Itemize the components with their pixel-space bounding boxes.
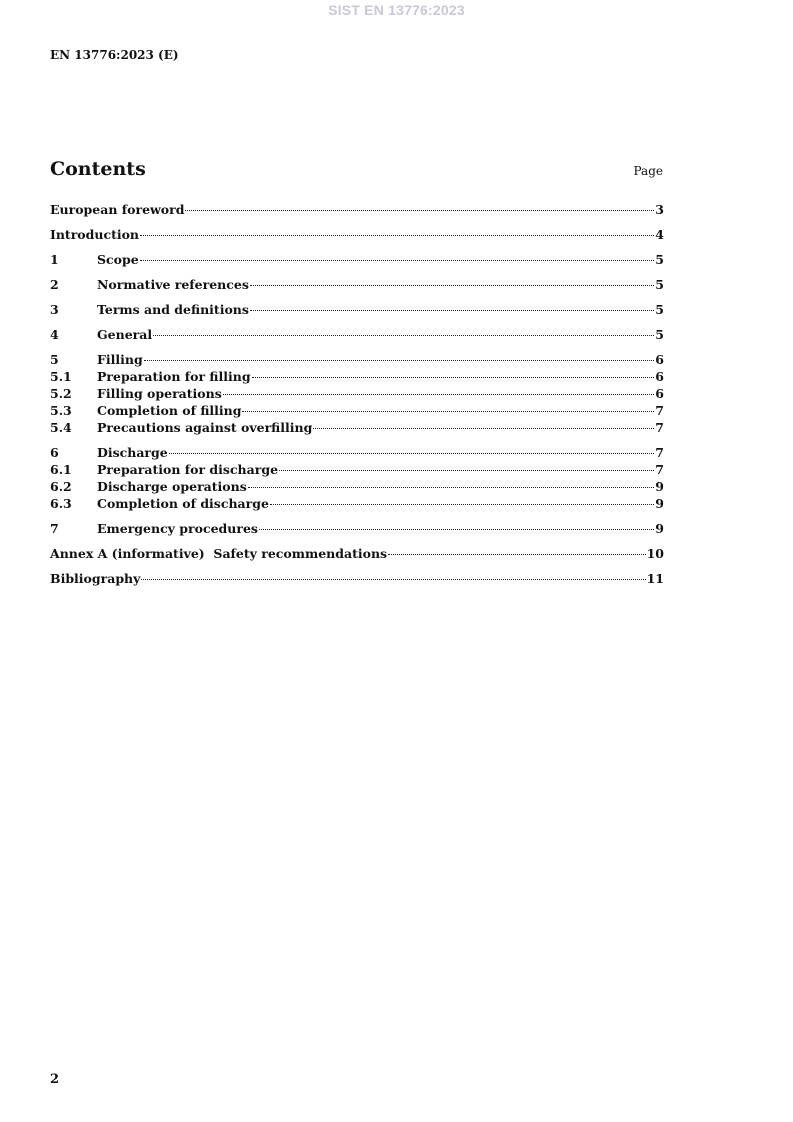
toc-entry-label: Completion of filling [97,403,242,418]
dot-leader [141,579,645,580]
toc-entry-number: 6 [50,445,59,460]
toc-entry-discharge-operations[interactable] [50,478,664,495]
toc-page-label: Page [633,164,663,178]
toc-entry-label: Completion of discharge [97,496,269,511]
dot-leader [388,554,646,555]
toc-entry-number: 6.3 [50,496,72,511]
toc-entry-label: Terms and definitions [97,302,249,317]
toc-entry-number: 5 [50,352,59,367]
toc-entry-number: 5.4 [50,420,72,435]
dot-leader [252,377,655,378]
toc-entry-page: 4 [655,227,664,242]
toc-entry-scope[interactable] [50,251,664,268]
dot-leader [250,285,654,286]
toc-entry-label: General [97,327,153,342]
toc-entry-completion-of-filling[interactable] [50,402,664,419]
toc-entry-label: European foreword [50,202,185,217]
toc-entry-page: 7 [655,445,664,460]
dot-leader [250,310,654,311]
toc-entry-preparation-for-filling[interactable] [50,368,664,385]
toc-entry-label: Scope [97,252,139,267]
toc-entry-introduction[interactable] [50,226,664,243]
dot-leader [279,470,654,471]
toc-entry-filling[interactable] [50,351,664,368]
dot-leader [140,260,655,261]
toc-entry-label: Bibliography [50,571,141,586]
toc-entry-number: 1 [50,252,59,267]
toc-entry-terms-and-definitions[interactable] [50,301,664,318]
toc-entry-european-foreword[interactable] [50,201,664,218]
toc-entry-page: 6 [655,386,664,401]
toc-entry-label: Filling [97,352,143,367]
dot-leader [259,529,654,530]
toc-entry-number: 6.2 [50,479,72,494]
toc-entry-normative-references[interactable] [50,276,664,293]
document-id: EN 13776:2023 (E) [50,48,179,62]
toc-entry-page: 9 [655,521,664,536]
table-of-contents [50,201,664,587]
toc-entry-page: 11 [646,571,664,586]
toc-entry-filling-operations[interactable] [50,385,664,402]
toc-entry-number: 5.3 [50,403,72,418]
toc-entry-annex-a[interactable] [50,545,664,562]
toc-entry-general[interactable] [50,326,664,343]
toc-entry-number: 4 [50,327,59,342]
dot-leader [313,428,654,429]
dot-leader [223,394,655,395]
toc-entry-page: 6 [655,369,664,384]
toc-title: Contents [50,158,146,180]
toc-entry-page: 6 [655,352,664,367]
toc-entry-number: 7 [50,521,59,536]
toc-entry-page: 7 [655,420,664,435]
dot-leader [140,235,654,236]
dot-leader [248,487,655,488]
dot-leader [270,504,654,505]
toc-entry-number: 3 [50,302,59,317]
toc-entry-emergency-procedures[interactable] [50,520,664,537]
toc-entry-page: 10 [646,546,664,561]
toc-entry-precautions-against-overfilling[interactable] [50,419,664,436]
toc-entry-page: 5 [655,277,664,292]
toc-entry-label: Preparation for filling [97,369,251,384]
toc-entry-label: Emergency procedures [97,521,258,536]
toc-entry-page: 5 [655,252,664,267]
toc-entry-number: 5.1 [50,369,72,384]
dot-leader [185,210,654,211]
toc-entry-completion-of-discharge[interactable] [50,495,664,512]
toc-entry-label: Discharge operations [97,479,247,494]
toc-entry-page: 3 [655,202,664,217]
page-number: 2 [50,1072,60,1087]
toc-entry-label: Precautions against overfilling [97,420,313,435]
toc-entry-page: 7 [655,462,664,477]
toc-entry-label: Introduction [50,227,140,242]
toc-entry-label: Preparation for discharge [97,462,279,477]
dot-leader [144,360,655,361]
toc-entry-label: Annex A (informative) Safety recommendations [50,546,388,561]
toc-entry-page: 9 [655,479,664,494]
toc-entry-label: Filling operations [97,386,222,401]
toc-entry-page: 9 [655,496,664,511]
dot-leader [242,411,654,412]
toc-entry-label: Discharge [97,445,168,460]
toc-entry-preparation-for-discharge[interactable] [50,461,664,478]
toc-entry-bibliography[interactable] [50,570,664,587]
watermark: SIST EN 13776:2023 [328,2,465,18]
dot-leader [169,453,655,454]
toc-entry-page: 5 [655,302,664,317]
toc-entry-number: 6.1 [50,462,72,477]
toc-entry-discharge[interactable] [50,444,664,461]
toc-entry-label: Normative references [97,277,249,292]
toc-entry-page: 5 [655,327,664,342]
toc-header [50,158,663,182]
toc-entry-page: 7 [655,403,664,418]
toc-entry-number: 5.2 [50,386,72,401]
dot-leader [153,335,654,336]
toc-entry-number: 2 [50,277,59,292]
